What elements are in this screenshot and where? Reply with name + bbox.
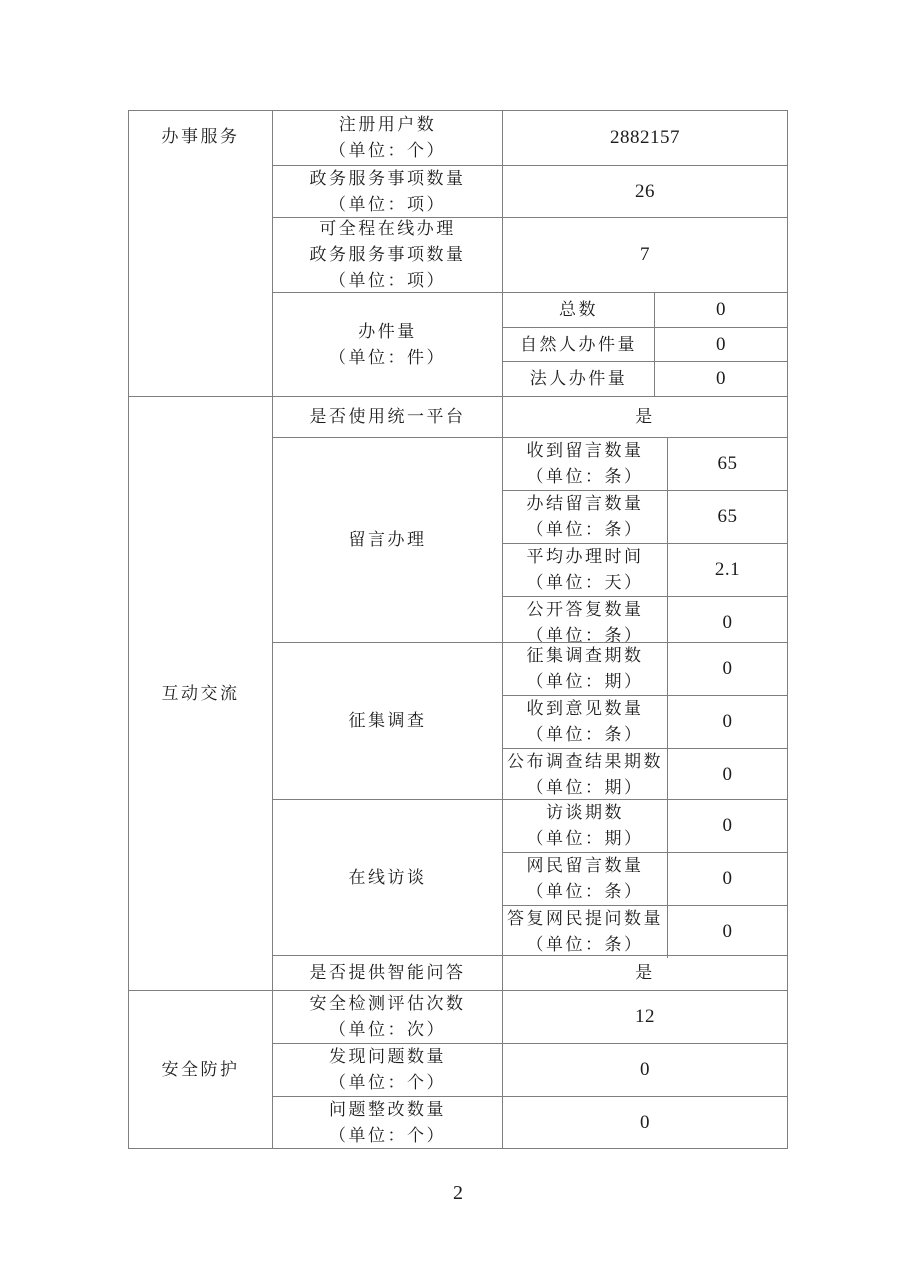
unit-line: （单位：件） bbox=[329, 347, 446, 367]
messages-received-row bbox=[503, 438, 787, 490]
interview-periods-label bbox=[503, 800, 668, 852]
unit-line: （单位：个） bbox=[329, 1073, 446, 1092]
unit-line: （单位：期） bbox=[526, 672, 644, 691]
problems-fixed-value: 0 bbox=[640, 1112, 650, 1133]
results-published-label bbox=[503, 749, 668, 801]
unit-line: （单位：个） bbox=[329, 141, 446, 160]
label-line: 网民留言数量 bbox=[526, 856, 644, 875]
label-line: 答复网民提问数量 bbox=[507, 909, 663, 928]
unified-platform-label: 是否使用统一平台 bbox=[273, 397, 503, 437]
case-volume-natural-person-row bbox=[503, 327, 787, 362]
service-items-row bbox=[273, 165, 787, 217]
service-items-value: 26 bbox=[635, 180, 655, 202]
public-replies-value: 0 bbox=[722, 612, 733, 633]
survey-block bbox=[273, 642, 787, 799]
smart-qa-label: 是否提供智能问答 bbox=[273, 956, 503, 990]
opinions-received-row bbox=[503, 695, 787, 748]
case-volume-block bbox=[273, 292, 787, 396]
unit-line: （单位：条） bbox=[526, 626, 644, 645]
case-volume-legal-person-label: 法人办件量 bbox=[503, 362, 655, 396]
unit-line: （单位：条） bbox=[526, 520, 644, 539]
messages-received-value: 65 bbox=[717, 453, 738, 474]
unit-line: （单位：个） bbox=[329, 1126, 446, 1145]
section-service bbox=[129, 111, 787, 396]
questions-answered-label bbox=[503, 906, 668, 958]
section-interaction-content bbox=[273, 397, 787, 990]
group-cell-security: 安全防护 bbox=[129, 991, 273, 1148]
registered-users-label bbox=[273, 111, 503, 165]
unit-line: （单位：期） bbox=[526, 829, 644, 848]
interview-block bbox=[273, 799, 787, 955]
case-volume-legal-person-row bbox=[503, 361, 787, 396]
smart-qa-value: 是 bbox=[635, 963, 655, 982]
security-assessments-value: 12 bbox=[635, 1006, 655, 1027]
unit-line: （单位：项） bbox=[329, 271, 446, 290]
case-volume-total-value: 0 bbox=[716, 298, 726, 320]
survey-periods-row bbox=[503, 643, 787, 695]
problems-found-value: 0 bbox=[640, 1059, 650, 1080]
unified-platform-row bbox=[273, 397, 787, 437]
questions-answered-value: 0 bbox=[722, 921, 733, 942]
unit-line: （单位：条） bbox=[526, 725, 644, 744]
message-handling-block bbox=[273, 437, 787, 645]
full-online-items-label bbox=[273, 218, 503, 292]
messages-received-label bbox=[503, 438, 668, 490]
case-volume-legal-person-value: 0 bbox=[716, 368, 726, 390]
interview-periods-row bbox=[503, 800, 787, 852]
full-online-items-row bbox=[273, 217, 787, 292]
full-online-items-value: 7 bbox=[640, 244, 650, 265]
label-line: 政务服务事项数量 bbox=[309, 245, 466, 264]
case-volume-natural-person-value: 0 bbox=[716, 333, 726, 355]
messages-completed-row bbox=[503, 490, 787, 543]
unit-line: （单位：条） bbox=[526, 467, 644, 486]
case-volume-total-label: 总数 bbox=[503, 293, 655, 327]
label-line: 安全检测评估次数 bbox=[309, 994, 466, 1013]
avg-handling-time-label bbox=[503, 544, 668, 596]
unit-line: （单位：条） bbox=[526, 935, 644, 954]
survey-label: 征集调查 bbox=[273, 643, 503, 799]
section-security bbox=[129, 990, 787, 1148]
group-cell-service: 办事服务 bbox=[129, 111, 273, 396]
messages-completed-value: 65 bbox=[717, 506, 738, 527]
unit-line: （单位：项） bbox=[329, 194, 446, 214]
netizen-messages-label bbox=[503, 853, 668, 905]
message-handling-subrows bbox=[503, 438, 787, 645]
label-line: 办件量 bbox=[358, 321, 417, 341]
avg-handling-time-row bbox=[503, 543, 787, 596]
opinions-received-label bbox=[503, 696, 668, 748]
problems-found-label bbox=[273, 1044, 503, 1096]
service-items-label bbox=[273, 166, 503, 217]
case-volume-subrows bbox=[503, 293, 787, 396]
label-line: 政务服务事项数量 bbox=[309, 168, 466, 188]
interview-periods-value: 0 bbox=[722, 815, 733, 836]
questions-answered-row bbox=[503, 905, 787, 958]
smart-qa-row bbox=[273, 955, 787, 990]
section-service-content bbox=[273, 111, 787, 396]
results-published-value: 0 bbox=[722, 764, 733, 785]
group-cell-interaction: 互动交流 bbox=[129, 397, 273, 990]
survey-periods-value: 0 bbox=[722, 658, 733, 679]
section-interaction bbox=[129, 396, 787, 990]
messages-completed-label bbox=[503, 491, 668, 543]
security-assessments-row bbox=[273, 991, 787, 1043]
label-line: 办结留言数量 bbox=[526, 494, 644, 513]
label-line: 收到留言数量 bbox=[526, 441, 644, 460]
problems-fixed-row bbox=[273, 1096, 787, 1149]
netizen-messages-value: 0 bbox=[722, 868, 733, 889]
opinions-received-value: 0 bbox=[722, 711, 733, 732]
unit-line: （单位：天） bbox=[526, 573, 644, 592]
registered-users-value: 2882157 bbox=[610, 127, 680, 148]
case-volume-natural-person-label: 自然人办件量 bbox=[503, 328, 655, 362]
results-published-row bbox=[503, 748, 787, 801]
label-line: 问题整改数量 bbox=[329, 1100, 446, 1119]
label-line: 公开答复数量 bbox=[526, 600, 644, 619]
security-assessments-label bbox=[273, 991, 503, 1043]
report-table bbox=[128, 110, 788, 1149]
survey-periods-label bbox=[503, 643, 668, 695]
registered-users-row bbox=[273, 111, 787, 165]
case-volume-label bbox=[273, 293, 503, 396]
unified-platform-value: 是 bbox=[635, 407, 655, 426]
message-handling-label: 留言办理 bbox=[273, 438, 503, 642]
avg-handling-time-value: 2.1 bbox=[714, 559, 741, 580]
netizen-messages-row bbox=[503, 852, 787, 905]
label-line: 公布调查结果期数 bbox=[507, 752, 663, 771]
unit-line: （单位：期） bbox=[526, 778, 644, 797]
interview-subrows bbox=[503, 800, 787, 955]
survey-subrows bbox=[503, 643, 787, 799]
interview-label: 在线访谈 bbox=[273, 800, 503, 955]
label-line: 发现问题数量 bbox=[329, 1047, 446, 1066]
problems-found-row bbox=[273, 1043, 787, 1096]
label-line: 可全程在线办理 bbox=[319, 219, 456, 238]
unit-line: （单位：次） bbox=[329, 1020, 446, 1039]
section-security-content bbox=[273, 991, 787, 1148]
label-line: 注册用户数 bbox=[338, 115, 437, 134]
problems-fixed-label bbox=[273, 1097, 503, 1149]
label-line: 收到意见数量 bbox=[526, 699, 644, 718]
label-line: 征集调查期数 bbox=[526, 646, 644, 665]
page-number: 2 bbox=[453, 1182, 463, 1204]
label-line: 平均办理时间 bbox=[526, 547, 644, 566]
label-line: 访谈期数 bbox=[546, 803, 624, 822]
unit-line: （单位：条） bbox=[526, 882, 644, 901]
case-volume-total-row bbox=[503, 293, 787, 327]
